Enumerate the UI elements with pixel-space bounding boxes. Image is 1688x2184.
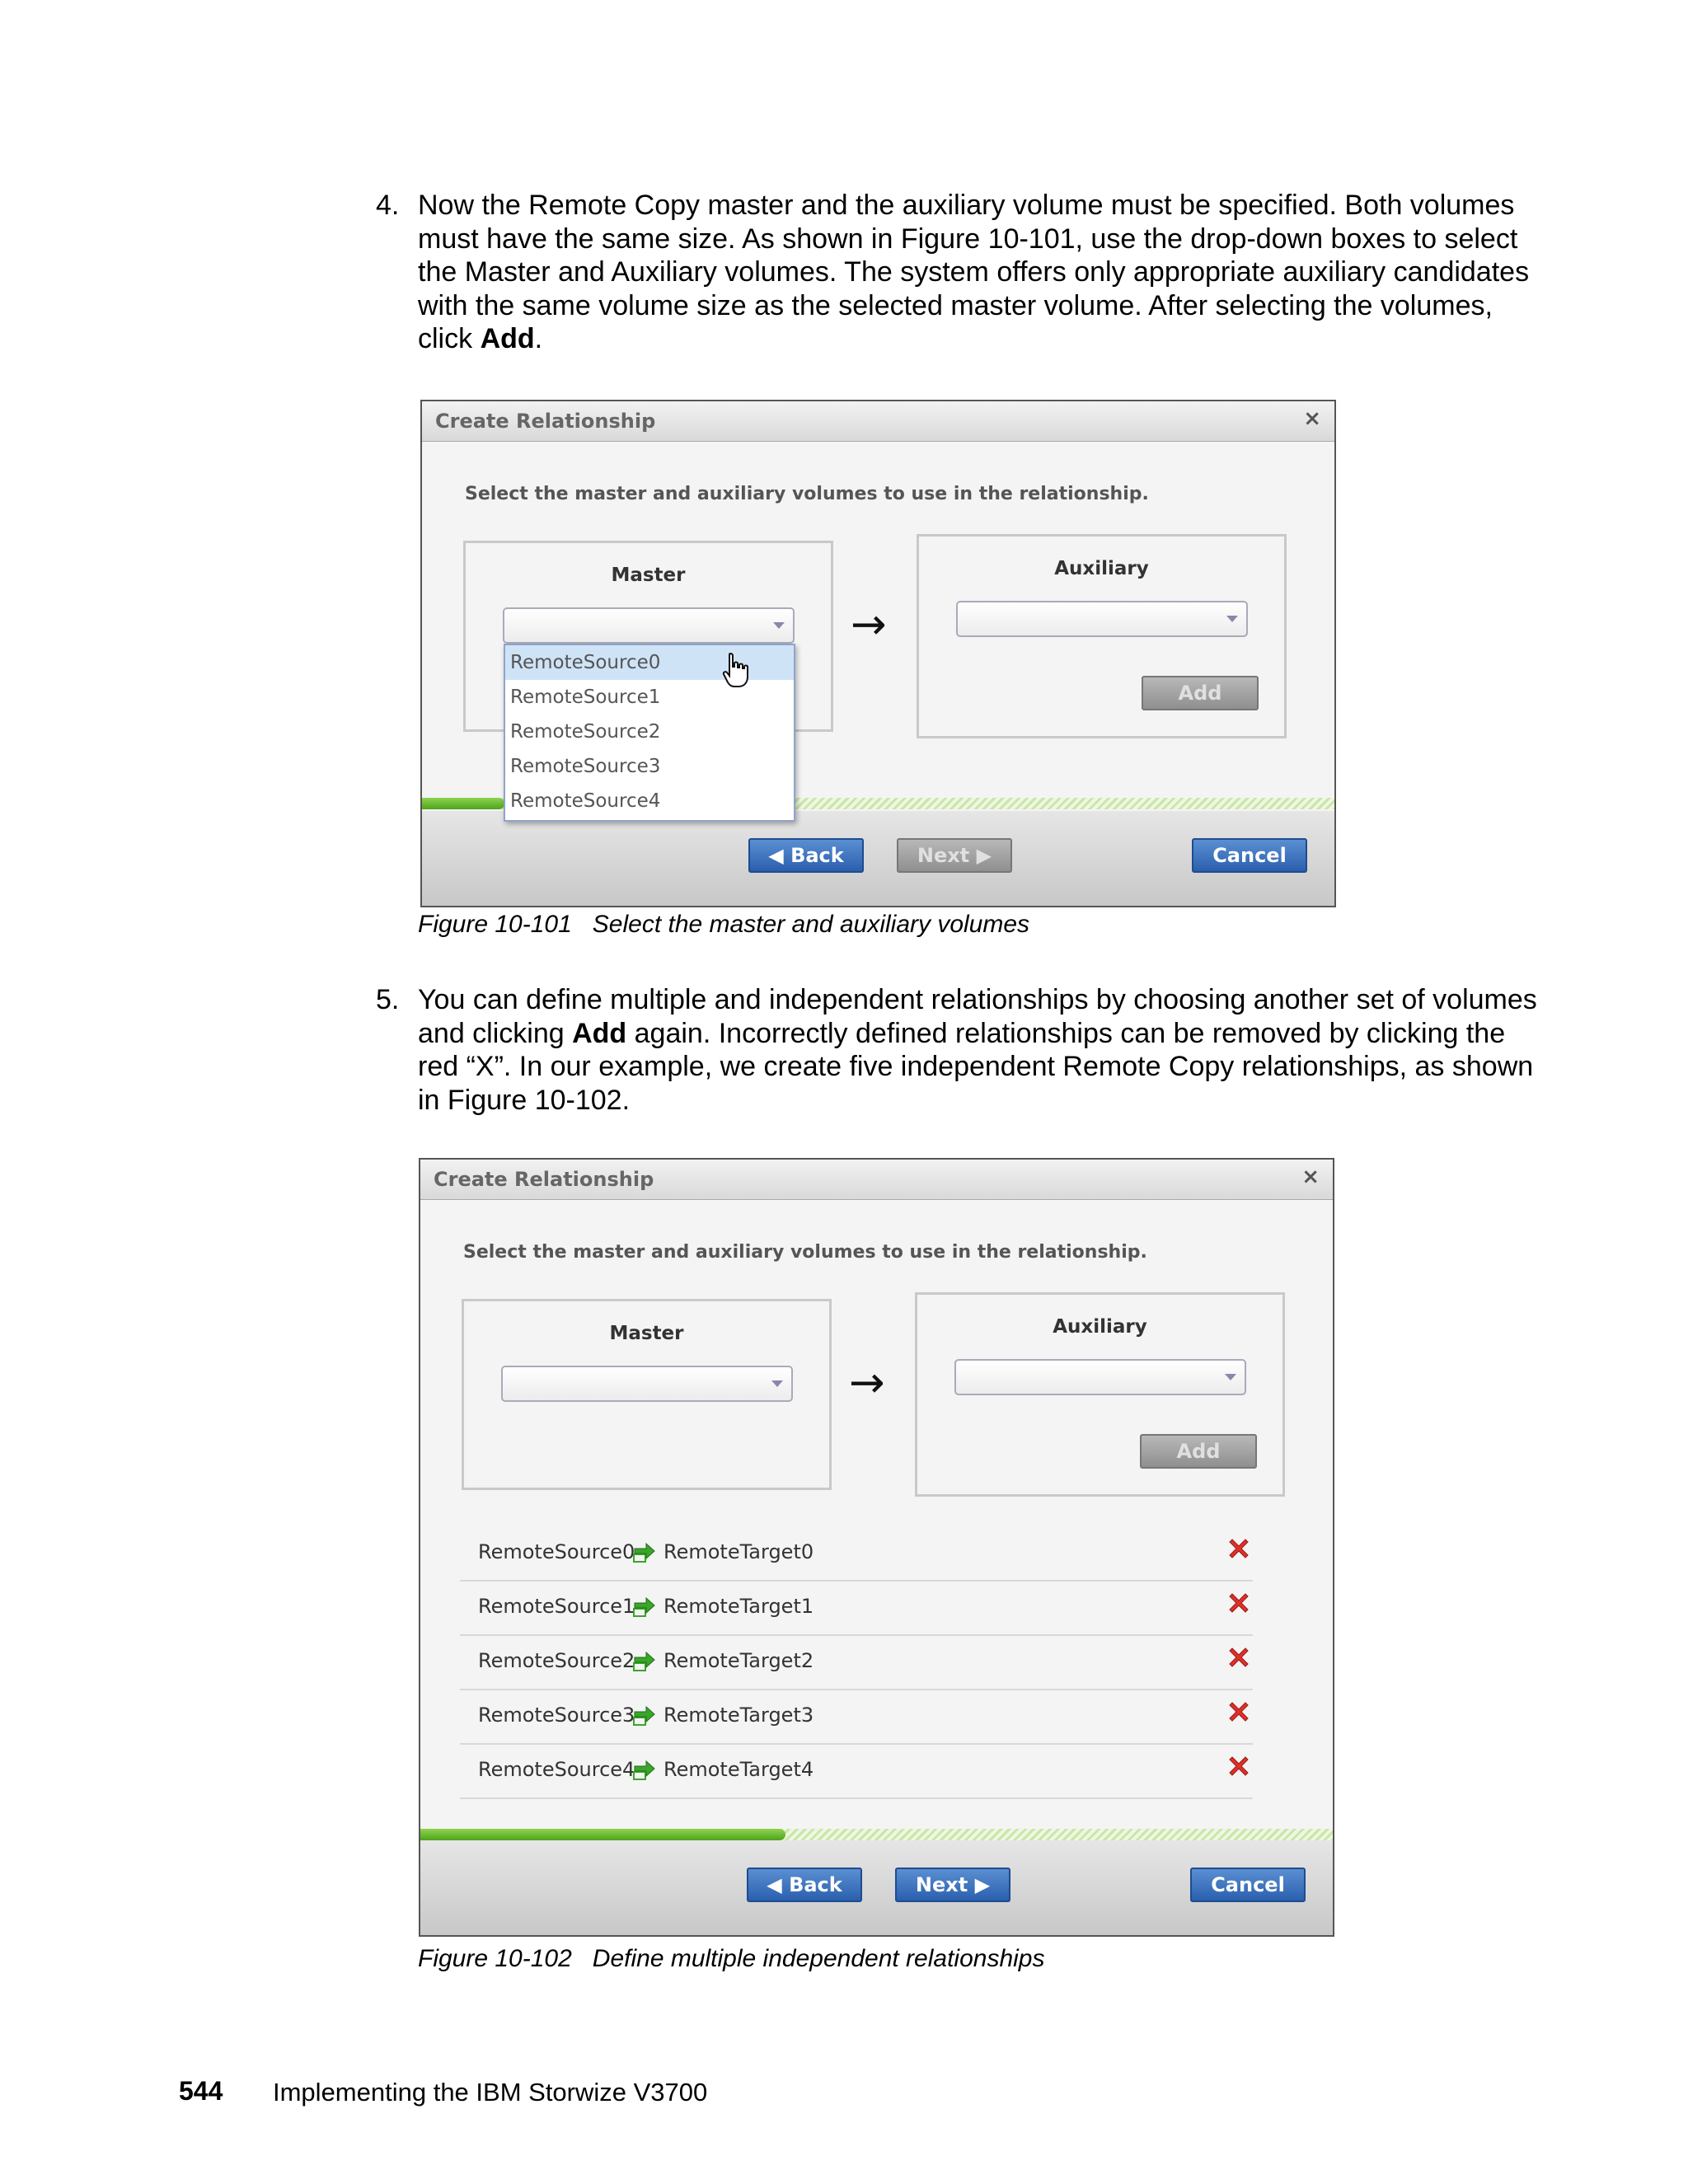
right-arrow-icon: → xyxy=(849,1358,885,1408)
step-5-line-2 xyxy=(418,1017,1516,1051)
step-5-number: 5. xyxy=(376,984,400,1015)
dialog-title: Create Relationship xyxy=(435,410,656,433)
step-5-line-2-suffix: again. Incorrectly defined relationships can be removed by clicking the xyxy=(626,1017,1506,1049)
figure-10-101-caption: Figure 10-101 Select the master and auxiliary volumes xyxy=(418,911,1030,938)
relationship-row xyxy=(460,1526,1253,1582)
close-icon[interactable]: × xyxy=(1301,1165,1320,1189)
relationship-source: RemoteSource0 xyxy=(478,1540,635,1563)
relationship-source: RemoteSource3 xyxy=(478,1704,635,1727)
next-button[interactable]: Next ▶ xyxy=(897,838,1012,873)
chevron-down-icon xyxy=(1225,1374,1236,1380)
page-number: 544 xyxy=(179,2076,223,2106)
step-4-line-3: the Master and Auxiliary volumes. The system offers only appropriate auxiliary candidates xyxy=(418,256,1530,288)
relationship-row xyxy=(460,1580,1253,1636)
progress-fill xyxy=(422,798,504,809)
master-select[interactable] xyxy=(503,607,795,644)
auxiliary-select[interactable] xyxy=(954,1359,1246,1395)
relationship-target: RemoteTarget2 xyxy=(663,1649,814,1672)
auxiliary-panel xyxy=(915,1292,1285,1497)
relationship-target: RemoteTarget0 xyxy=(663,1540,814,1563)
step-5-paragraph xyxy=(376,983,1537,1117)
step-5-add-bold: Add xyxy=(572,1017,627,1049)
step-5-line-3: red “X”. In our example, we create five independent Remote Copy relationships, as shown xyxy=(418,1051,1534,1082)
dialog-title: Create Relationship xyxy=(434,1168,654,1191)
chevron-down-icon xyxy=(1226,616,1238,622)
figure-10-102-caption: Figure 10-102 Define multiple independent relationships xyxy=(418,1945,1045,1972)
delete-x-icon[interactable] xyxy=(1226,1536,1251,1561)
create-relationship-dialog-1 xyxy=(420,400,1336,907)
relationship-arrow-icon xyxy=(631,1649,656,1672)
back-button[interactable]: ◀ Back xyxy=(747,1868,862,1902)
step-4-line-1: Now the Remote Copy master and the auxiliary volume must be specified. Both volumes xyxy=(418,190,1515,221)
relationship-arrow-icon xyxy=(631,1704,656,1727)
relationship-row xyxy=(460,1743,1253,1799)
progress-fill xyxy=(420,1829,785,1840)
master-label: Master xyxy=(609,1323,684,1344)
relationship-target: RemoteTarget1 xyxy=(663,1595,814,1618)
add-button[interactable]: Add xyxy=(1140,1434,1257,1469)
master-dropdown-list xyxy=(504,644,795,822)
right-arrow-icon: → xyxy=(851,600,887,649)
cancel-button[interactable]: Cancel xyxy=(1190,1868,1306,1902)
chevron-down-icon xyxy=(773,622,785,629)
relationship-row xyxy=(460,1634,1253,1690)
relationship-source: RemoteSource2 xyxy=(478,1649,635,1672)
auxiliary-panel xyxy=(917,534,1287,738)
relationship-target: RemoteTarget4 xyxy=(663,1758,814,1781)
dropdown-option-2[interactable]: RemoteSource2 xyxy=(510,721,661,743)
master-panel xyxy=(462,1299,832,1490)
step-4-line-5-suffix: . xyxy=(534,323,543,354)
step-5-line-1: You can define multiple and independent relationships by choosing another set of volumes xyxy=(418,984,1537,1015)
delete-x-icon[interactable] xyxy=(1226,1699,1251,1724)
dropdown-option-3[interactable]: RemoteSource3 xyxy=(510,756,661,777)
dialog-footer xyxy=(422,811,1334,906)
step-5-line-2-prefix: and clicking xyxy=(418,1017,573,1049)
delete-x-icon[interactable] xyxy=(1226,1754,1251,1779)
chevron-down-icon xyxy=(771,1380,783,1387)
delete-x-icon[interactable] xyxy=(1226,1645,1251,1670)
dropdown-option-4[interactable]: RemoteSource4 xyxy=(510,790,661,812)
cancel-button[interactable]: Cancel xyxy=(1192,838,1307,873)
step-4-line-5-prefix: click xyxy=(418,323,481,354)
step-5-line-4: in Figure 10-102. xyxy=(418,1084,631,1116)
dropdown-option-1[interactable]: RemoteSource1 xyxy=(510,687,661,708)
dialog-title-bar xyxy=(420,1160,1333,1200)
next-button[interactable]: Next ▶ xyxy=(895,1868,1010,1902)
instruction-text: Select the master and auxiliary volumes to use in the relationship. xyxy=(465,484,1149,504)
auxiliary-label: Auxiliary xyxy=(1053,1316,1147,1338)
relationship-row xyxy=(460,1689,1253,1745)
relationship-source: RemoteSource1 xyxy=(478,1595,635,1618)
master-select[interactable] xyxy=(501,1366,793,1402)
master-label: Master xyxy=(611,565,686,586)
relationship-target: RemoteTarget3 xyxy=(663,1704,814,1727)
relationship-arrow-icon xyxy=(631,1540,656,1563)
auxiliary-label: Auxiliary xyxy=(1054,558,1149,579)
step-4-line-5 xyxy=(418,322,1516,356)
relationship-source: RemoteSource4 xyxy=(478,1758,635,1781)
step-4-line-2: must have the same size. As shown in Figure 10-101, use the drop-down boxes to select xyxy=(418,223,1518,255)
close-icon[interactable]: × xyxy=(1303,406,1321,431)
hand-cursor-icon xyxy=(722,652,750,688)
back-button[interactable]: ◀ Back xyxy=(748,838,864,873)
step-4-number: 4. xyxy=(376,190,400,221)
delete-x-icon[interactable] xyxy=(1226,1591,1251,1615)
add-button[interactable]: Add xyxy=(1142,676,1259,710)
dialog-footer xyxy=(420,1840,1333,1935)
instruction-text: Select the master and auxiliary volumes to use in the relationship. xyxy=(463,1242,1147,1263)
step-4-paragraph xyxy=(376,189,1530,356)
dropdown-option-0[interactable]: RemoteSource0 xyxy=(505,645,794,680)
relationship-arrow-icon xyxy=(631,1595,656,1618)
book-title: Implementing the IBM Storwize V3700 xyxy=(273,2078,708,2107)
create-relationship-dialog-2 xyxy=(419,1158,1334,1937)
step-4-line-4: with the same volume size as the selected master volume. After selecting the volumes, xyxy=(418,289,1493,321)
dialog-title-bar xyxy=(422,401,1334,442)
auxiliary-select[interactable] xyxy=(956,601,1248,637)
step-4-add-bold: Add xyxy=(480,323,535,354)
relationship-arrow-icon xyxy=(631,1758,656,1781)
progress-bar xyxy=(420,1829,1333,1840)
